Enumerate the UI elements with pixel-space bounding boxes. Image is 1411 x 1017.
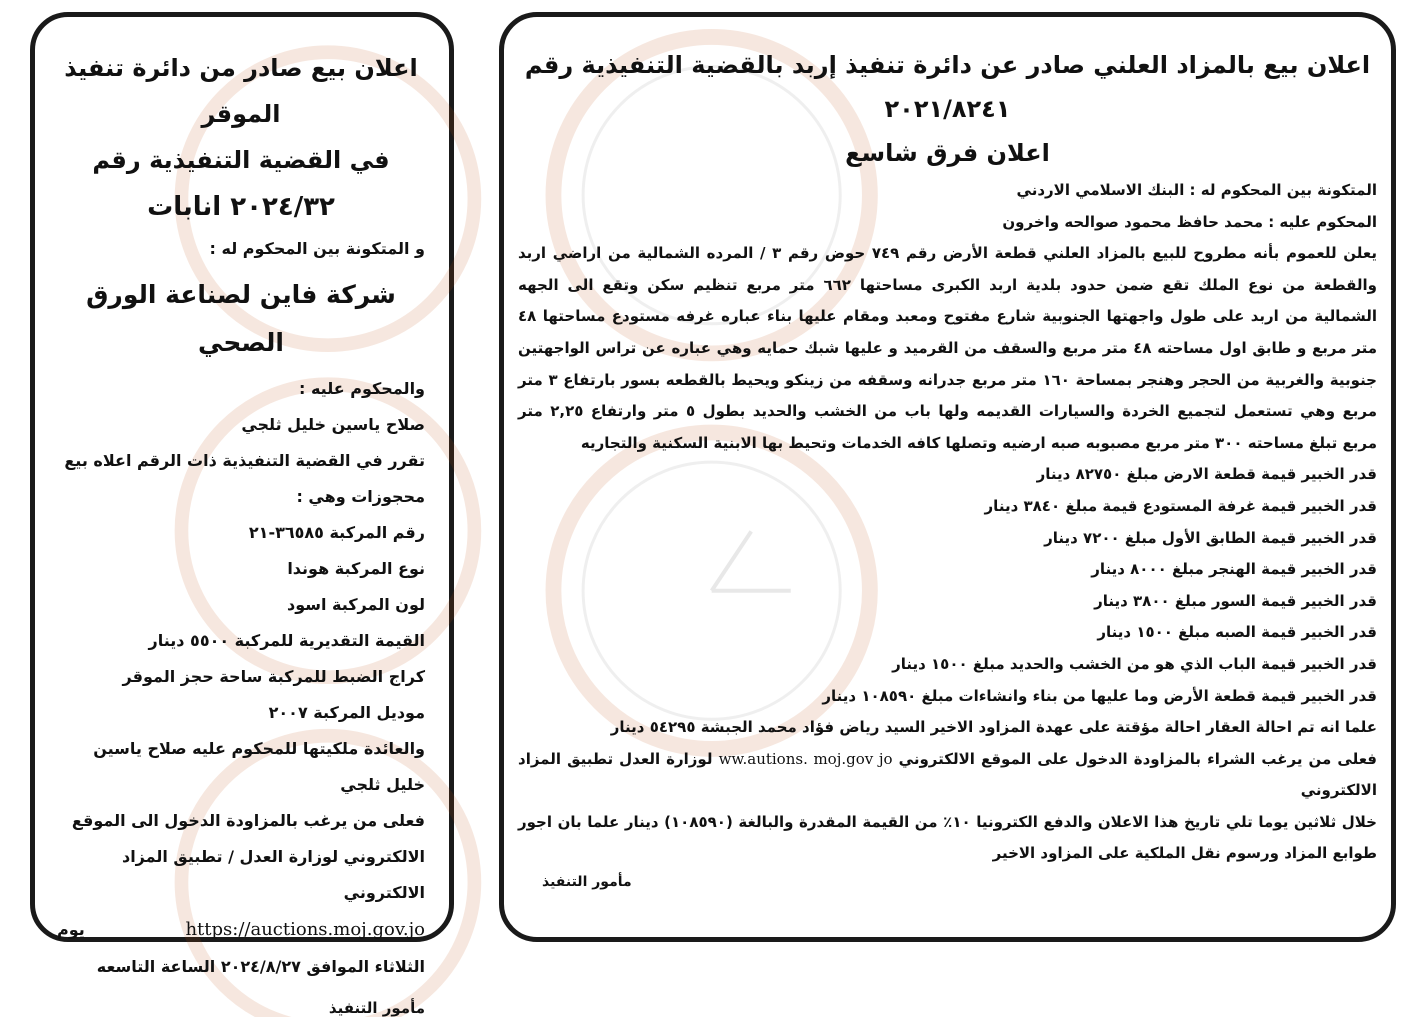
valuation-item: قدر الخبير قيمة قطعة الأرض وما عليها من بناء وانشاءات مبلغ ١٠٨٥٩٠ دينار [822, 686, 1377, 705]
left-title-line3: ٢٠٢٤/٣٢ انابات [147, 192, 335, 222]
right-signature: مأمور التنفيذ [542, 874, 632, 891]
vehicle-type: نوع المركبة هوندا [287, 559, 425, 578]
payment-terms: خلال ثلاثين يوما تلي تاريخ هذا الاعلان والدفع الكترونيا ١٠٪ من القيمة المقدرة والبالغة (١٠٨٥٩٠) دينار علما بان اجور طوابع المزاد ورسوم نقل الملكية على المزاود الاخير [518, 812, 1377, 863]
notice-left [30, 12, 454, 1017]
valuation-item: قدر الخبير قيمة الهنجر مبلغ ٨٠٠٠ دينار [1091, 560, 1377, 579]
left-auction-url[interactable]: https://auctions.moj.gov.jo [185, 919, 425, 940]
valuation-item: قدر الخبير قيمة غرفة المستودع قيمة مبلغ ٣٨٤٠ دينار [984, 496, 1377, 515]
right-creditor-line: المتكونة بين المحكوم له : البنك الاسلامي الاردني [1016, 181, 1377, 199]
right-debtor-line: المحكوم عليه : محمد حافظ محمود صوالحه واخرون [1002, 212, 1377, 231]
left-title-line2: في القضية التنفيذية رقم [92, 146, 390, 174]
left-intro: و المتكونة بين المحكوم له : [209, 239, 425, 258]
left-creditor: شركة فاين لصناعة الورق الصحي [86, 280, 396, 357]
right-bidders-start: فعلى من يرغب الشراء بالمزاودة الدخول على الموقع الالكتروني [898, 749, 1377, 768]
valuation-item: قدر الخبير قيمة قطعة الارض مبلغ ٨٢٧٥٠ دينار [1036, 465, 1377, 484]
valuation-item: قدر الخبير قيمة الباب الذي هو من الخشب والحديد مبلغ ١٥٠٠ دينار [892, 654, 1377, 673]
left-day-label: يوم [57, 920, 85, 939]
valuation-item: قدر الخبير قيمة السور مبلغ ٣٨٠٠ دينار [1094, 591, 1377, 610]
vehicle-plate: رقم المركبة ٣٦٥٨٥-٢١ [248, 523, 425, 542]
left-date-line: الثلاثاء الموافق ٢٠٢٤/٨/٢٧ الساعة التاسعه [96, 957, 425, 976]
vehicle-garage: كراج الضبط للمركبة ساحة حجز الموقر [122, 667, 425, 686]
left-bidders: فعلى من يرغب بالمزاودة الدخول الى الموقع الالكتروني لوزارة العدل / تطبيق المزاد الالكتروني [71, 811, 425, 902]
left-title-line1: اعلان بيع صادر من دائرة تنفيذ الموقر [64, 54, 418, 128]
notice-right [499, 12, 1396, 942]
provisional-referral: علما انه تم احالة العقار احالة مؤقتة على عهدة المزاود الاخير السيد رياض فؤاد محمد الجبشة ٥٤٢٩٥ دينار [610, 718, 1377, 737]
left-debtor: صلاح ياسين خليل ثلجي [241, 415, 425, 434]
left-signature: مأمور التنفيذ [328, 999, 425, 1017]
valuation-list [518, 459, 1377, 712]
property-description: يعلن للعموم بأنه مطروح للبيع بالمزاد العلني قطعة الأرض رقم ٧٤٩ حوض رقم ٣ / المرده الشمالية من اراضي اربد والقطعة من نوع الملك تقع ضمن حدود بلدية اربد الكبرى مساحتها ٦٦٢ متر مربع تنظيم سكن وتقع الى الجهه الشمالية من اربد على طول واجهتها الجنوبية شارع مفتوح ومعبد ومقام عليها بناء عباره غرفه مستودع مساحتها ٤٨ متر مربع و طابق اول مساحته ٤٨ متر مربع والسقف من القرميد و عليها شبك حمايه وهي عباره عن تراس الواجهتين جنوبية والغربية من الحجر وهنجر بمساحة ١٦٠ متر مربع جدرانه وسقفه من زينكو ويحيط بالقطعه بسور بارتفاع ٣ متر مربع وهي تستعمل لتجميع الخردة والسيارات القديمه ولها باب من الخشب والحديد بطول ٥ متر وارتفاع ٢,٢٥ متر مربع تبلغ مساحته ٣٠٠ متر مربع مصبوبه صبه ارضيه وتصلها كافه الخدمات وتحيط بها الابنية السكنية والتجاريه [518, 244, 1377, 452]
valuation-item: قدر الخبير قيمة الصبه مبلغ ١٥٠٠ دينار [1097, 623, 1377, 642]
left-decision: تقرر في القضية التنفيذية ذات الرقم اعلاه بيع محجوزات وهي : [64, 451, 425, 506]
right-bidders-end: لوزارة العدل تطبيق المزاد الالكتروني [518, 749, 1377, 800]
vehicle-color: لون المركبة اسود [286, 595, 425, 614]
right-title-line1: اعلان بيع بالمزاد العلني صادر عن دائرة تنفيذ إربد بالقضية التنفيذية رقم ٢٠٢١/٨٢٤١ [524, 51, 1371, 123]
vehicle-owner: والعائدة ملكيتها للمحكوم عليه صلاح ياسين خليل ثلجي [93, 739, 425, 794]
left-url-row [57, 911, 425, 949]
left-debtor-label: والمحكوم عليه : [299, 379, 425, 398]
vehicle-value: القيمة التقديرية للمركبة ٥٥٠٠ دينار [148, 631, 425, 650]
valuation-item: قدر الخبير قيمة الطابق الأول مبلغ ٧٢٠٠ دينار [1044, 528, 1377, 547]
vehicle-model: موديل المركبة ٢٠٠٧ [268, 703, 425, 722]
right-bidders [518, 744, 1377, 807]
right-title-line2: اعلان فرق شاسع [845, 139, 1050, 167]
right-auction-url[interactable]: ww.autions. moj.gov jo [718, 749, 893, 768]
